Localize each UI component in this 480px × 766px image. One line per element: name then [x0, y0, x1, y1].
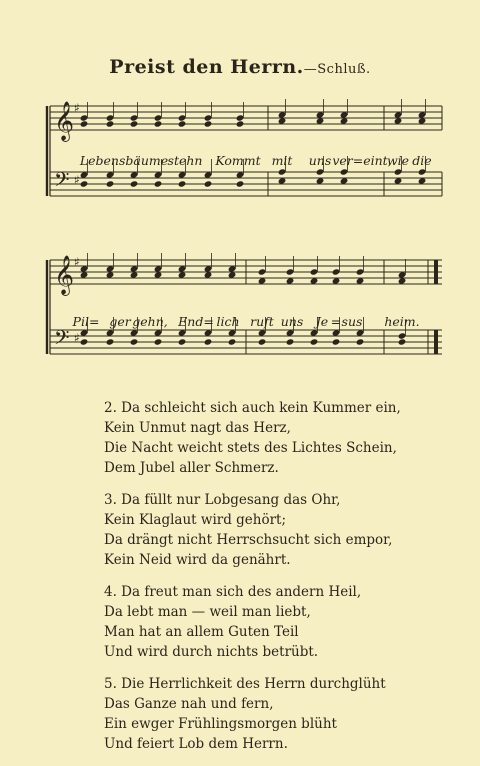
- notehead: [106, 114, 115, 121]
- notehead: [178, 114, 187, 121]
- sharp-sign: ♯: [74, 173, 80, 187]
- notehead: [80, 180, 89, 187]
- treble-clef: 𝄞: [54, 255, 75, 295]
- notehead: [106, 338, 115, 345]
- notehead: [178, 120, 187, 127]
- notehead: [310, 338, 319, 345]
- notehead: [154, 338, 163, 345]
- lyric-syllable: Je: [315, 314, 329, 329]
- verse-line: 5. Die Herrlichkeit des Herrn durchglüht: [104, 676, 386, 692]
- notehead: [178, 180, 187, 187]
- notehead: [204, 120, 213, 127]
- notehead: [398, 332, 407, 339]
- bass-clef: 𝄢: [54, 168, 70, 196]
- lyric-syllable: Kommt: [215, 153, 261, 168]
- notehead: [398, 338, 407, 345]
- verse-5: [104, 674, 444, 754]
- notehead: [286, 268, 295, 275]
- notehead: [106, 120, 115, 127]
- lyric-syllable: die: [412, 153, 432, 168]
- lyric-syllable: uns: [308, 153, 332, 168]
- notehead: [106, 180, 115, 187]
- notehead: [236, 120, 245, 127]
- notehead: [178, 338, 187, 345]
- sharp-sign: ♯: [74, 101, 80, 115]
- verse-2: [104, 398, 444, 478]
- verse-line: Dem Jubel aller Schmerz.: [104, 460, 279, 476]
- notehead: [310, 268, 319, 275]
- verse-line: Die Nacht weicht stets des Lichtes Schein,: [104, 440, 397, 456]
- verse-line: Da lebt man — weil man liebt,: [104, 604, 311, 620]
- treble-clef: 𝄞: [54, 101, 75, 141]
- notehead: [356, 268, 365, 275]
- lyric-syllable: Pil=: [72, 314, 100, 329]
- lyric-syllable: gehn,: [132, 314, 168, 329]
- verse-line: Kein Klaglaut wird gehört;: [104, 512, 287, 528]
- notehead: [80, 120, 89, 127]
- title-sub: —Schluß.: [303, 62, 371, 77]
- verse-line: Und feiert Lob dem Herrn.: [104, 736, 288, 752]
- lyric-syllable: ruft: [250, 314, 274, 329]
- notehead: [332, 338, 341, 345]
- notehead: [154, 114, 163, 121]
- notehead: [286, 338, 295, 345]
- notehead: [236, 180, 245, 187]
- notehead: [130, 180, 139, 187]
- notehead: [204, 180, 213, 187]
- lyric-syllable: End=: [178, 314, 214, 329]
- notehead: [130, 114, 139, 121]
- sharp-sign: ♯: [74, 331, 80, 345]
- notehead: [130, 338, 139, 345]
- lyric-syllable: =: [330, 314, 342, 329]
- lyric-syllable: wie: [386, 153, 410, 168]
- notehead: [394, 168, 403, 175]
- lyric-syllable: heim.: [384, 314, 420, 329]
- notehead: [258, 338, 267, 345]
- lyric-syllable: stehn: [167, 153, 203, 168]
- notehead: [278, 168, 287, 175]
- notehead: [332, 268, 341, 275]
- notehead: [204, 114, 213, 121]
- lyric-syllable: mit: [271, 153, 293, 168]
- notehead: [418, 168, 427, 175]
- notehead: [340, 168, 349, 175]
- verse-line: 2. Da schleicht sich auch kein Kummer ein,: [104, 400, 401, 416]
- lyric-syllable: uns: [280, 314, 304, 329]
- notehead: [154, 180, 163, 187]
- verse-line: Kein Unmut nagt das Herz,: [104, 420, 291, 436]
- verse-3: [104, 490, 444, 570]
- notehead: [258, 268, 267, 275]
- lyric-syllable: lich: [216, 314, 240, 329]
- verses: [104, 398, 444, 766]
- lyric-syllable: sus: [341, 314, 363, 329]
- notehead: [154, 120, 163, 127]
- notehead: [204, 338, 213, 345]
- verse-line: Man hat an allem Guten Teil: [104, 624, 299, 640]
- lyric-syllable: ver=eint,: [332, 153, 392, 168]
- notehead: [228, 338, 237, 345]
- notehead: [356, 338, 365, 345]
- notehead: [130, 120, 139, 127]
- verse-line: Da drängt nicht Herrschsucht sich empor,: [104, 532, 393, 548]
- lyric-syllable: Lebensbäume: [79, 153, 169, 168]
- verse-line: Ein ewger Frühlingsmorgen blüht: [104, 716, 337, 732]
- title-main: Preist den Herrn.: [109, 56, 304, 78]
- notehead: [236, 114, 245, 121]
- verse-line: Und wird durch nichts betrübt.: [104, 644, 319, 660]
- verse-4: [104, 582, 444, 662]
- notehead: [316, 168, 325, 175]
- sharp-sign: ♯: [74, 255, 80, 269]
- notehead: [80, 114, 89, 121]
- verse-line: 3. Da füllt nur Lobgesang das Ohr,: [104, 492, 341, 508]
- notehead: [80, 338, 89, 345]
- bass-clef: 𝄢: [54, 326, 70, 354]
- lyric-syllable: ger: [109, 314, 131, 329]
- verse-line: Kein Neid wird da genährt.: [104, 552, 291, 568]
- verse-line: 4. Da freut man sich des andern Heil,: [104, 584, 362, 600]
- verse-line: Das Ganze nah und fern,: [104, 696, 274, 712]
